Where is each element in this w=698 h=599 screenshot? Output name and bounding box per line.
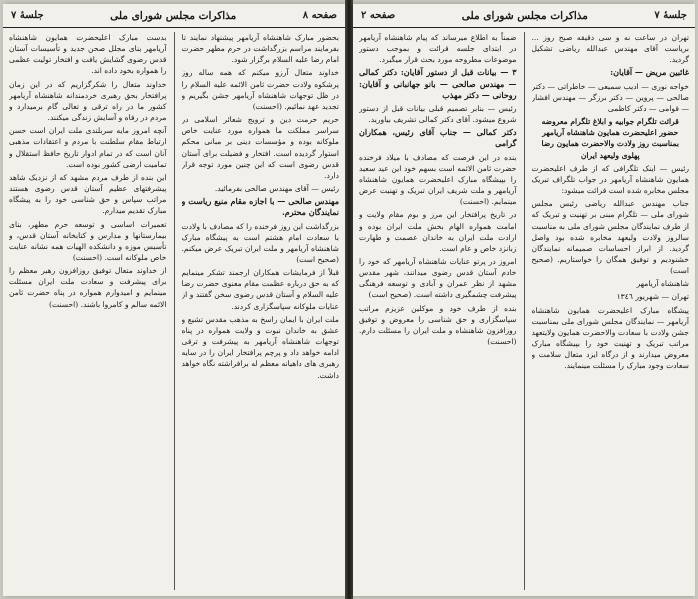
paragraph: بدست مبارک اعلیحضرت همایون شاهنشاه آریامهر بنای مجلل صحن جدید و تأسیسات آستان قدس رضوی گشایش یافت و افتخار تولیت عظمی را همواره بخود داده اند.	[9, 33, 167, 76]
right-page	[353, 4, 695, 596]
paragraph: قرائت تلگرام جوابیه و ابلاغ تلگرام معروضه حضور اعلیحضرت همایون شاهنشاه آریامهر بمناسبت روز ولادت والاحضرت همایون رضا پهلوی ولیعهد ایران	[541, 117, 679, 160]
column-divider	[524, 32, 525, 590]
right-page-session: جلسهٔ ٧	[654, 10, 687, 21]
paragraph: ٣ — بیانات قبل از دستور آقایان: دکتر کمالی — مهندس صالحی — بانو جهانبانی و آقایان: روحانی — دکتر مهذب	[359, 67, 517, 100]
paragraph: آنچه امروز مایه سربلندی ملت ایران است حسن ارتباط مقام سلطنت با مردم و اعتقادات مذهبی آنان است که در تمام ادوار تاریخ حافظ استقلال و تمامیت ارضی کشور بوده است.	[9, 126, 167, 169]
left-page-column-right	[182, 32, 340, 590]
paragraph: رئیس — بنابر تصمیم قبلی بیانات قبل از دستور شروع میشود. آقای دکتر کمالی تشریف بیاورید.	[359, 103, 517, 125]
right-page-columns	[359, 32, 689, 590]
left-page-title: مذاکرات مجلس شورای ملی	[110, 9, 237, 22]
right-page-title: مذاکرات مجلس شورای ملی	[461, 9, 588, 22]
left-page-column-left	[9, 32, 167, 590]
column-divider	[174, 32, 175, 590]
paragraph: خداوند متعال را شکرگزاریم که در این زمان پرافتخار بحق رهبری خردمندانه شاهنشاه آریامهر کشور ما در راه ترقی و تعالی گام برمیدارد و مردم در رفاه و آسایش زندگی میکنند.	[9, 79, 167, 123]
right-page-number: صفحه ٢	[361, 10, 396, 21]
paragraph: در تاریخ پرافتخار این مرز و بوم مقام ولایت و امامت همواره الهام بخش ملت ایران بوده و ارادت ملت ایران به خاندان عصمت و طهارت زبانزد خاص و عام است.	[359, 210, 517, 253]
paragraph: غائبین مریض — آقایان:	[610, 67, 689, 78]
paragraph: پیشگاه مبارک اعلیحضرت همایون شاهنشاه آریامهر — نمایندگان مجلس شورای ملی بمناسبت جشن ولادت با سعادت والاحضرت همایون ولایتعهد مراتب تبریک و تهنیت خود را بپیشگاه مبارک معروض میدارند و از درگاه ایزد متعال سلامت و سعادت وجود مبارک را مسئلت مینمایند.	[531, 305, 689, 371]
paragraph: بزرگداشت این روز فرخنده را که مصادف با ولادت با سعادت امام هشتم است به پیشگاه مبارک شاهنشاه آریامهر و ملت ایران تبریک عرض میکنم. (صحیح است)	[181, 221, 339, 264]
paragraph: امروز در پرتو عنایات شاهنشاه آریامهر که خود را خادم آستان قدس رضوی میدانند، شهر مقدس مشهد از نظر عمران و آبادی و توسعه فرهنگی پیشرفت چشمگیری داشته است. (صحیح است)	[359, 256, 517, 300]
paragraph: رئیس — آقای مهندس صالحی بفرمائید.	[214, 184, 339, 194]
paragraph: دکتر کمالی — جناب آقای رئیس، همکاران گرامی	[359, 127, 517, 149]
paragraph: از خداوند متعال توفیق روزافزون رهبر معظم را برای پیشرفت و سعادت ملت ایران مسئلت مینمایم و امیدوارم همواره در پناه حضرت ثامن الائمه سالم و کامروا باشند. (احسنت)	[9, 266, 167, 309]
paragraph: ضمناً به اطلاع میرساند که پیام شاهنشاه آریامهر در ابتدای جلسه قرائت و بموجب دستور موضوعات مطروحه مورد بحث قرار میگیرد.	[359, 33, 517, 65]
paragraph: رئیس — اینک تلگرافی که از طرف اعلیحضرت همایون شاهنشاه آریامهر در جواب تلگراف تبریک مجلس مخابره شده است قرائت میشود:	[531, 163, 689, 196]
left-page-columns	[9, 32, 339, 590]
paragraph: بنده در این فرصت که مصادف با میلاد فرخنده حضرت ثامن الائمه است بسهم خود این عید سعید را بپیشگاه مبارک اعلیحضرت همایون شاهنشاه آریامهر و ملت شریف ایران تبریک و تهنیت عرض مینمایم. (احسنت)	[359, 152, 517, 207]
right-page-column-left	[359, 32, 517, 590]
paragraph: مهندس صالحی — با اجازه مقام منیع ریاست و نمایندگان محترم.	[181, 196, 339, 218]
paragraph: خواجه نوری — ادیب سمیعی — خاطراتی — دکتر صالحی — پروین — دکتر برزگر — مهندس افشار — قوامی — دکتر کاظمی	[531, 81, 689, 113]
paragraph: تعمیرات اساسی و توسعه حرم مطهر، بنای بیمارستانها و مدارس و کتابخانه آستان قدس، و تأسیس موزه و دانشکده الهیات همه نشانه عنایت خاص ملوکانه است. (احسنت)	[9, 219, 167, 262]
paragraph: بحضور مبارک شاهنشاه آریامهر پیشنهاد نمایند تا بفرمایند مراسم بزرگداشت در حرم مطهر حضرت امام رضا علیه السلام برگزار شود.	[181, 33, 339, 65]
left-page	[3, 4, 345, 596]
paragraph: بنده از طرف خود و موکلین عزیزم مراتب سپاسگزاری و حق شناسی را معروض و توفیق روزافزون شاهنشاه و ملت ایران را مسئلت دارم. (احسنت)	[359, 303, 517, 347]
book-gutter	[345, 0, 353, 599]
right-page-column-right	[532, 32, 690, 590]
paragraph: شاهنشاه آریامهر	[636, 279, 689, 289]
paragraph: این بنده از طرف مردم مشهد که از نزدیک شاهد پیشرفتهای عظیم آستان قدس رضوی هستند مراتب سپاس و حق شناسی خود را به پیشگاه مبارک تقدیم میدارم.	[9, 172, 167, 216]
paragraph: تهران — شهریور ١٣٤٦	[616, 292, 689, 302]
paragraph: خداوند متعال آرزو میکنم که همه ساله روز پرشکوه ولادت حضرت ثامن الائمه علیه السلام را در ظل توجهات شاهنشاه آریامهر جشن بگیریم و تجدید عهد نمائیم. (احسنت)	[181, 68, 339, 111]
left-page-number: صفحه ٨	[302, 10, 337, 21]
paragraph: ملت ایران با ایمان راسخ به مذهب مقدس تشیع و عشق به خاندان نبوت و ولایت همواره در پناه توجهات شاهنشاه آریامهر به پیشرفت و ترقی ادامه خواهد داد و پرچم پرافتخار ایران را در سایه رهبری های داهیانه معظم له برافراشته نگاه خواهد داشت.	[181, 314, 339, 380]
paragraph: قبلاً از فرمایشات همکاران ارجمند تشکر مینمایم که به حق درباره عظمت مقام معنوی حضرت رضا علیه السلام و آستان قدس رضوی سخن گفتند و از عنایات ملوکانه سپاسگزاری کردند.	[181, 268, 339, 311]
paragraph: جناب مهندس عبدالله ریاضی رئیس مجلس شورای ملی — تلگرام مبنی بر تهنیت و تبریک که از طرف نمایندگان مجلس شورای ملی به مناسبت سالروز ولادت ولیعهد مخابره شده بود واصل گردید. از ابراز احساسات صمیمانه نمایندگان خشنودیم و توفیق همگان را خواستاریم. (صحیح است)	[531, 199, 689, 276]
paragraph: تهران در ساعت نه و سی دقیقه صبح روز ... بریاست آقای مهندس عبدالله ریاضی تشکیل گردید.	[531, 33, 689, 65]
left-page-header	[3, 4, 345, 28]
left-page-session: جلسهٔ ٧	[11, 10, 44, 21]
paragraph: حریم حرمت دین و ترویج شعائر اسلامی در سراسر مملکت ما همواره مورد عنایت خاص ملوکانه بوده و مؤسسات دینی بر مبانی محکم استوار گردیده است. افتخار و فضیلت برای آستان قدس رضوی است که این چنین مورد توجه قرار دارد.	[181, 115, 339, 180]
right-page-header	[353, 4, 695, 28]
